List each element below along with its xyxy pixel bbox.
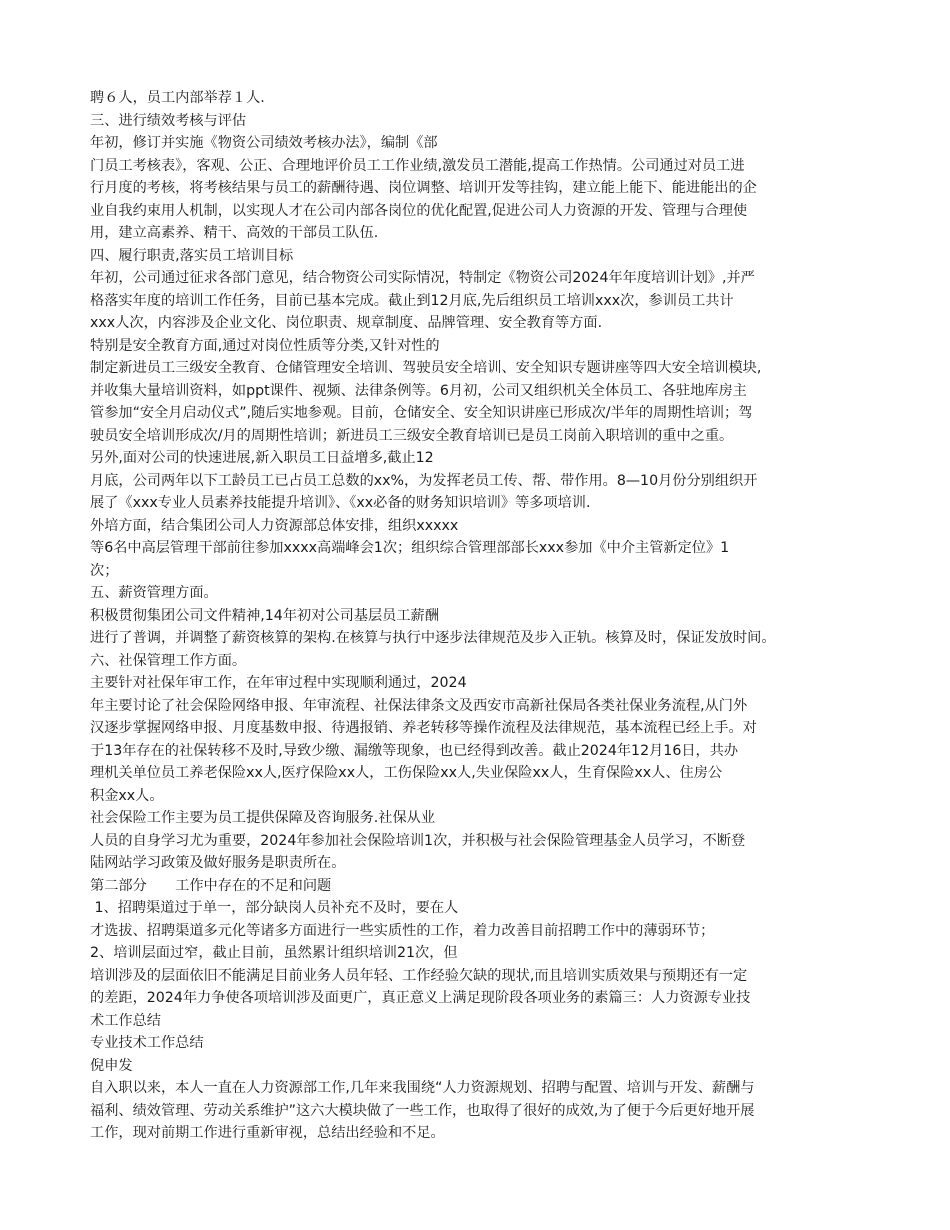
text-line: 六、社保管理工作方面。 bbox=[90, 652, 247, 669]
text-line: 于13年存在的社保转移不及时,导致少缴、漏缴等现象，也已经得到改善。截止2024年12月16日，共办 bbox=[90, 742, 739, 759]
text-line: 四、履行职责,落实员工培训目标 bbox=[90, 247, 294, 264]
text-line: 管参加“安全月启动仪式”,随后实地参观。目前，仓储安全、安全知识讲座已形成次/半年的周期性培训；驾 bbox=[90, 405, 753, 421]
text-line: xxx人次，内容涉及企业文化、岗位职责、规章制度、品牌管理、安全教育等方面. bbox=[90, 315, 603, 331]
text-line: 才选拔、招聘渠道多元化等诸多方面进行一些实质性的工作，着力改善目前招聘工作中的薄弱环节； bbox=[90, 922, 715, 939]
text-line: 外培方面，结合集团公司人力资源部总体安排，组织xxxxx bbox=[90, 517, 459, 534]
text-line: 积金xx人。 bbox=[90, 787, 164, 804]
text-line: 倪申发 bbox=[90, 1057, 133, 1074]
text-line: 主要针对社保年审工作，在年审过程中实现顺利通过，2024 bbox=[90, 675, 467, 691]
text-line: 展了《xxx专业人员素养技能提升培训》、《xx必备的财务知识培训》等多项培训. bbox=[90, 495, 591, 511]
text-line: 用，建立高素养、精干、高效的干部员工队伍. bbox=[90, 225, 379, 241]
text-line: 门员工考核表》，客观、公正、合理地评价员工工作业绩,激发员工潜能,提高工作热情。公司通过对员工进 bbox=[90, 157, 745, 174]
document-body bbox=[90, 87, 870, 1145]
text-line: 培训涉及的层面依旧不能满足目前业务人员年轻、工作经验欠缺的现状,而且培训实质效果与预期还有一定 bbox=[90, 967, 748, 984]
text-line: 次； bbox=[90, 562, 119, 579]
text-line: 另外,面对公司的快速进展,新入职员工日益增多,截止12 bbox=[90, 450, 434, 466]
text-line: 陆网站学习政策及做好服务是职责所在。 bbox=[90, 855, 346, 871]
text-line: 1、招聘渠道过于单一，部分缺岗人员补充不及时，要在人 bbox=[90, 900, 459, 916]
text-line: 积极贯彻集团公司文件精神,14年初对公司基层员工薪酬 bbox=[90, 607, 439, 624]
text-line: 工作，现对前期工作进行重新审视，总结出经验和不足。 bbox=[90, 1125, 445, 1141]
text-line: 五、薪资管理方面。 bbox=[90, 585, 218, 601]
text-line: 2、培训层面过窄，截止目前，虽然累计组织培训21次，但 bbox=[90, 945, 458, 961]
text-line: 专业技术工作总结 bbox=[90, 1035, 204, 1051]
text-line: 理机关单位员工养老保险xx人,医疗保险xx人，工伤保险xx人,失业保险xx人，生育保险xx人、住房公 bbox=[90, 765, 723, 781]
text-line: 并收集大量培训资料，如ppt课件、视频、法律条例等。6月初，公司又组织机关全体员工、各驻地库房主 bbox=[90, 382, 747, 399]
text-line: 特别是安全教育方面,通过对岗位性质等分类,又针对性的 bbox=[90, 337, 440, 354]
text-line: 社会保险工作主要为员工提供保障及咨询服务.社保从业 bbox=[90, 810, 436, 826]
text-line: 年初，公司通过征求各部门意见，结合物资公司实际情况，特制定《物资公司2024年年度培训计划》,并严 bbox=[90, 270, 755, 286]
text-line: 术工作总结 bbox=[90, 1012, 161, 1029]
text-line: 年主要讨论了社会保险网络申报、年审流程、社保法律条文及西安市高新社保局各类社保业务流程,从门外 bbox=[90, 697, 748, 714]
text-line: 聘６人，员工内部举荐１人. bbox=[90, 90, 265, 106]
text-line: 第二部分 工作中存在的不足和问题 bbox=[90, 877, 332, 894]
text-line: 人员的自身学习尤为重要，2024年参加社会保险培训1次，并积极与社会保险管理基金人员学习，不断登 bbox=[90, 832, 746, 849]
text-line: 自入职以来，本人一直在人力资源部工作,几年来我围绕“人力资源规划、招聘与配置、培训与开发、薪酬与 bbox=[90, 1080, 755, 1096]
text-line: 行月度的考核，将考核结果与员工的薪酬待遇、岗位调整、培训开发等挂钩，建立能上能下、能进能出的企 bbox=[90, 180, 757, 196]
text-line: 驶员安全培训形成次/月的周期性培训；新进员工三级安全教育培训已是员工岗前入职培训的重中之重。 bbox=[90, 427, 734, 444]
text-line: 汉逐步掌握网络申报、月度基数申报、待遇报销、养老转移等操作流程及法律规范，基本流程已经上手。对 bbox=[90, 720, 757, 736]
text-line: 等6名中高层管理干部前往参加xxxx高端峰会1次；组织综合管理部部长xxx参加《中介主管新定位》1 bbox=[90, 540, 730, 556]
text-line: 格落实年度的培训工作任务，目前已基本完成。截止到12月底,先后组织员工培训xxx次，参训员工共计 bbox=[90, 292, 734, 309]
text-line: 福利、绩效管理、劳动关系维护”这六大模块做了一些工作，也取得了很好的成效,为了便于今后更好地开展 bbox=[90, 1102, 755, 1119]
text-line: 三、进行绩效考核与评估 bbox=[90, 112, 247, 129]
text-line: 月底，公司两年以下工龄员工已占员工总数的xx%，为发挥老员工传、帮、带作用。8—10月份分别组织开 bbox=[90, 472, 758, 489]
text-line: 年初，修订并实施《物资公司绩效考核办法》，编制《部 bbox=[90, 135, 438, 151]
text-line: 的差距，2024年力争使各项培训涉及面更广，真正意义上满足现阶段各项业务的素篇三：人力资源专业技 bbox=[90, 990, 751, 1006]
text-line: 制定新进员工三级安全教育、仓储管理安全培训、驾驶员安全培训、安全知识专题讲座等四大安全培训模块, bbox=[90, 360, 762, 376]
text-line: 进行了普调，并调整了薪资核算的架构.在核算与执行中逐步法律规范及步入正轨。核算及时，保证发放时间。 bbox=[90, 630, 776, 646]
text-line: 业自我约束用人机制，以实现人才在公司内部各岗位的优化配置,促进公司人力资源的开发、管理与合理使 bbox=[90, 202, 748, 219]
